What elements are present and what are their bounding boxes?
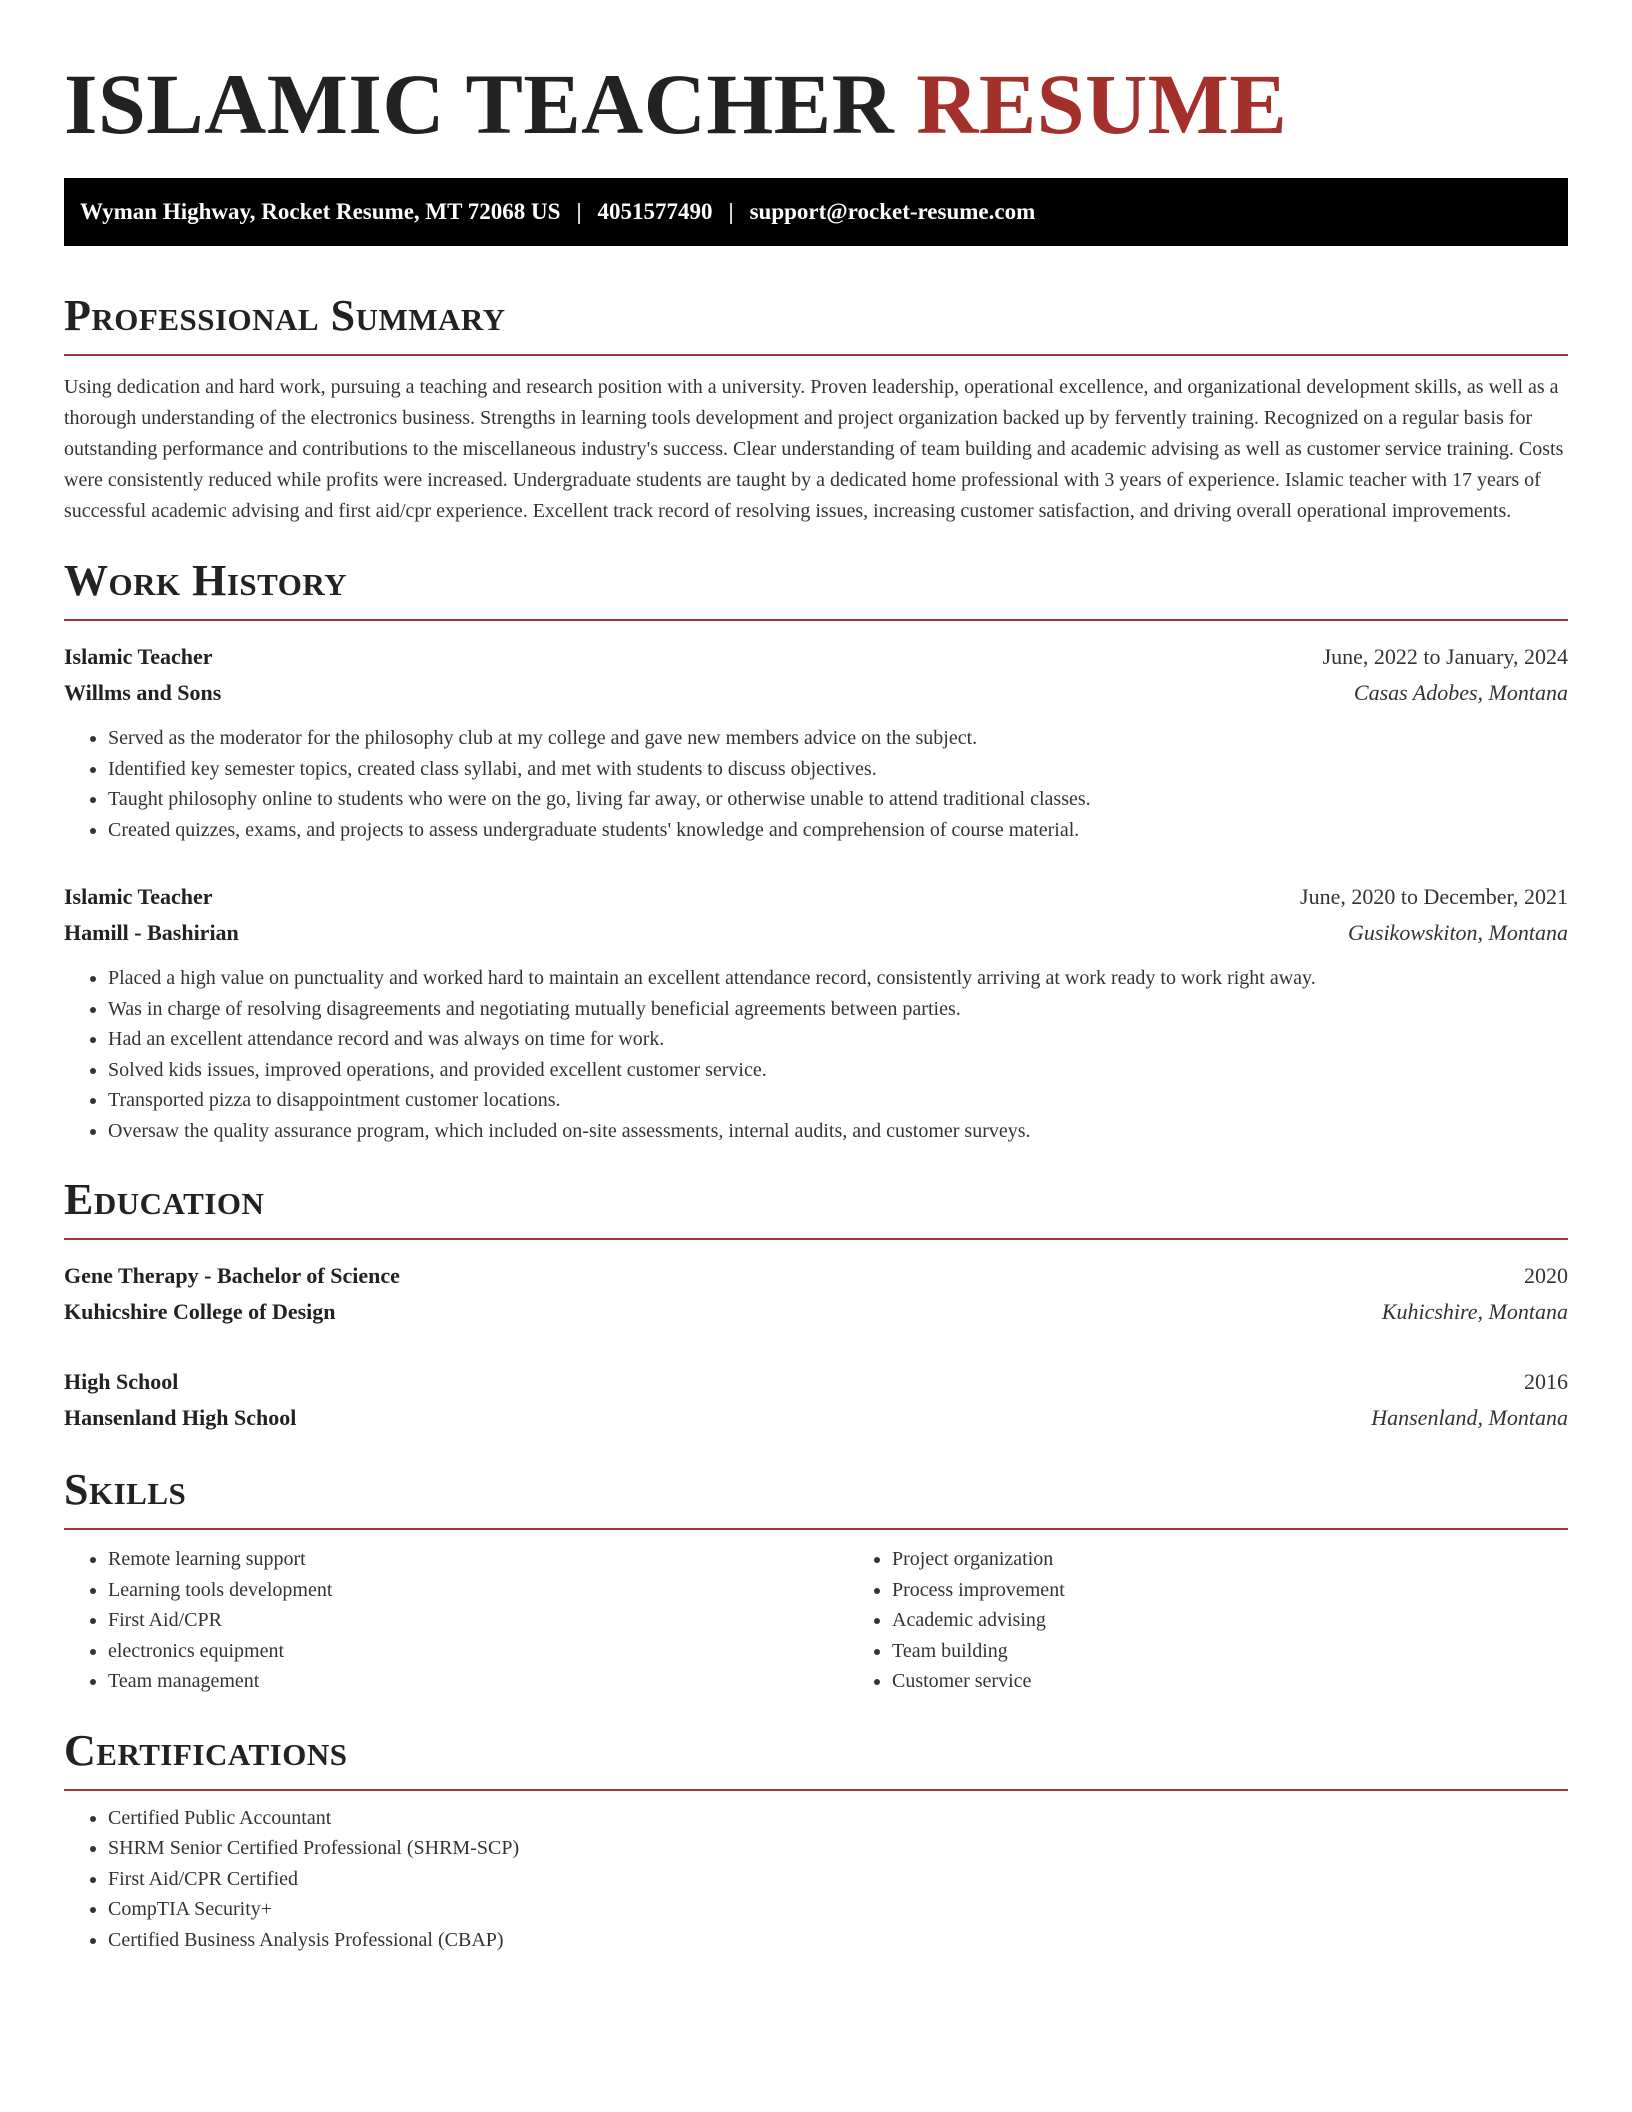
education-degree: High School bbox=[64, 1369, 179, 1394]
skill-item: • Team management bbox=[108, 1666, 848, 1697]
job-bullet: • Served as the moderator for the philosophy club at my college and gave new members advice on the subject. bbox=[108, 723, 1568, 754]
skill-item: • electronics equipment bbox=[108, 1636, 848, 1667]
job-title: Islamic Teacher bbox=[64, 644, 213, 669]
job-bullet: • Transported pizza to disappointment customer locations. bbox=[108, 1085, 1568, 1116]
education-entry bbox=[64, 1258, 1568, 1330]
education-school: Kuhicshire College of Design bbox=[64, 1299, 336, 1324]
job-title: Islamic Teacher bbox=[64, 884, 213, 909]
certification-item: • First Aid/CPR Certified bbox=[108, 1864, 1568, 1895]
job-company: Willms and Sons bbox=[64, 680, 222, 705]
education-year: 2016 bbox=[1524, 1369, 1568, 1394]
education-degree-row bbox=[64, 1258, 1568, 1294]
education-degree-row bbox=[64, 1364, 1568, 1400]
certification-item: • Certified Business Analysis Professional (CBAP) bbox=[108, 1925, 1568, 1956]
job-bullet: • Solved kids issues, improved operations, and provided excellent customer service. bbox=[108, 1055, 1568, 1086]
job-dates: June, 2022 to January, 2024 bbox=[1322, 644, 1568, 669]
education-school: Hansenland High School bbox=[64, 1405, 297, 1430]
resume-title bbox=[64, 56, 1568, 152]
summary-text: Using dedication and hard work, pursuing a teaching and research position with a university. Proven leadership, operational excellence, and organizational development skills, as well as a thorough understanding of the electronics business. Strengths in learning tools development and project organization backed up by fervently training. Recognized on a regular basis for outstanding performance and contributions to the miscellaneous industry's success. Clear understanding of team building and academic advising as well as customer service training. Costs were consistently reduced while profits were increased. Undergraduate students are taught by a dedicated home professional with 3 years of experience. Islamic teacher with 17 years of successful academic advising and first aid/cpr experience. Excellent track record of resolving issues, increasing customer satisfaction, and driving overall operational improvements. bbox=[64, 376, 1564, 522]
work-history-heading: Work History bbox=[64, 555, 1568, 621]
contact-bar bbox=[64, 178, 1568, 246]
contact-separator: | bbox=[576, 199, 582, 224]
skill-item: • Academic advising bbox=[892, 1605, 1568, 1636]
skill-item: • Process improvement bbox=[892, 1575, 1568, 1606]
summary-heading: Professional Summary bbox=[64, 290, 1568, 356]
skill-item: • First Aid/CPR bbox=[108, 1605, 848, 1636]
skills-section bbox=[64, 1464, 1568, 1697]
summary-section bbox=[64, 290, 1568, 527]
education-heading: Education bbox=[64, 1174, 1568, 1240]
job-bullet: • Was in charge of resolving disagreements and negotiating mutually beneficial agreements between parties. bbox=[108, 994, 1568, 1025]
job-bullet: • Had an excellent attendance record and was always on time for work. bbox=[108, 1024, 1568, 1055]
job-bullets bbox=[64, 723, 1568, 845]
education-entry bbox=[64, 1364, 1568, 1436]
job-location: Gusikowskiton, Montana bbox=[1348, 920, 1568, 945]
skills-list-left bbox=[64, 1544, 848, 1697]
skill-item: • Remote learning support bbox=[108, 1544, 848, 1575]
job-bullet: • Placed a high value on punctuality and worked hard to maintain an excellent attendance record, consistently arriving at work ready to work right away. bbox=[108, 963, 1568, 994]
skill-item: • Customer service bbox=[892, 1666, 1568, 1697]
contact-separator: | bbox=[728, 199, 734, 224]
contact-address: Wyman Highway, Rocket Resume, MT 72068 US bbox=[80, 199, 561, 224]
job-entry bbox=[64, 879, 1568, 1146]
contact-email[interactable]: support@rocket-resume.com bbox=[749, 199, 1036, 224]
skills-grid bbox=[64, 1544, 1568, 1697]
job-company-row bbox=[64, 915, 1568, 951]
job-dates: June, 2020 to December, 2021 bbox=[1300, 884, 1568, 909]
education-location: Hansenland, Montana bbox=[1371, 1405, 1568, 1430]
certifications-list bbox=[64, 1803, 1568, 1956]
job-title-row bbox=[64, 639, 1568, 675]
job-entry bbox=[64, 639, 1568, 845]
job-company: Hamill - Bashirian bbox=[64, 920, 239, 945]
job-bullets bbox=[64, 963, 1568, 1146]
skills-list-right bbox=[848, 1544, 1568, 1697]
job-bullet: • Oversaw the quality assurance program, which included on-site assessments, internal audits, and customer surveys. bbox=[108, 1116, 1568, 1147]
education-school-row bbox=[64, 1400, 1568, 1436]
education-degree: Gene Therapy - Bachelor of Science bbox=[64, 1263, 400, 1288]
certification-item: • Certified Public Accountant bbox=[108, 1803, 1568, 1834]
education-school-row bbox=[64, 1294, 1568, 1330]
title-main: ISLAMIC TEACHER bbox=[64, 56, 895, 152]
job-bullet: • Identified key semester topics, created class syllabi, and met with students to discuss objectives. bbox=[108, 754, 1568, 785]
work-history-section bbox=[64, 555, 1568, 1146]
job-bullet: • Taught philosophy online to students who were on the go, living far away, or otherwise unable to attend traditional classes. bbox=[108, 784, 1568, 815]
job-company-row bbox=[64, 675, 1568, 711]
skill-item: • Team building bbox=[892, 1636, 1568, 1667]
job-location: Casas Adobes, Montana bbox=[1353, 680, 1568, 705]
skill-item: • Learning tools development bbox=[108, 1575, 848, 1606]
certification-item: • CompTIA Security+ bbox=[108, 1894, 1568, 1925]
skill-item: • Project organization bbox=[892, 1544, 1568, 1575]
job-title-row bbox=[64, 879, 1568, 915]
certification-item: • SHRM Senior Certified Professional (SHRM-SCP) bbox=[108, 1833, 1568, 1864]
skills-heading: Skills bbox=[64, 1464, 1568, 1530]
title-accent: RESUME bbox=[916, 56, 1288, 152]
education-year: 2020 bbox=[1524, 1263, 1568, 1288]
job-bullet: • Created quizzes, exams, and projects to assess undergraduate students' knowledge and comprehension of course material. bbox=[108, 815, 1568, 846]
certifications-heading: Certifications bbox=[64, 1725, 1568, 1791]
education-section bbox=[64, 1174, 1568, 1436]
contact-phone: 4051577490 bbox=[597, 199, 713, 224]
education-location: Kuhicshire, Montana bbox=[1381, 1299, 1568, 1324]
certifications-section bbox=[64, 1725, 1568, 1956]
